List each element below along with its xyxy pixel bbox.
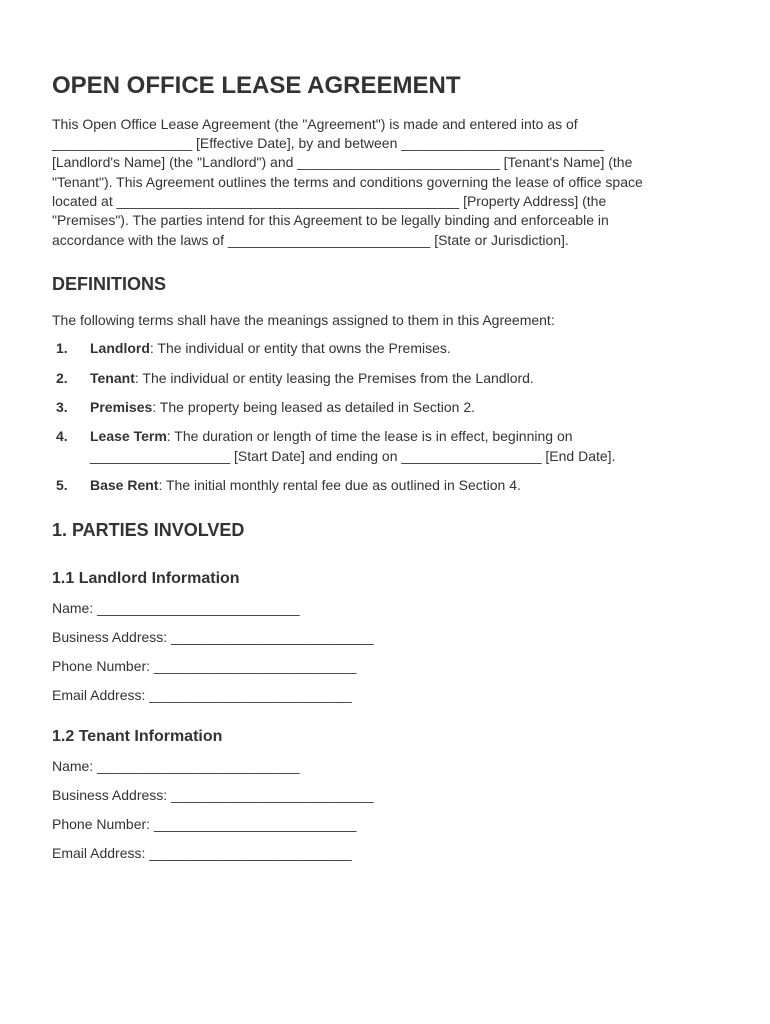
landlord-info-heading: 1.1 Landlord Information	[52, 569, 240, 587]
definition-item	[52, 398, 718, 417]
definition-number: 2.	[56, 369, 68, 386]
tenant-info-heading: 1.2 Tenant Information	[52, 728, 223, 746]
definition-text: : The individual or entity that owns the Premises.	[149, 340, 451, 357]
definition-text: : The duration or length of time the lease is in effect, beginning on	[166, 428, 573, 445]
definition-term: Tenant	[90, 369, 135, 386]
definition-number: 5.	[56, 476, 68, 493]
definition-item	[52, 339, 718, 358]
definition-item	[52, 369, 718, 388]
document-title: OPEN OFFICE LEASE AGREEMENT	[52, 72, 461, 99]
landlord-phone-field: Phone Number: __________________________	[52, 658, 357, 675]
parties-heading: 1. PARTIES INVOLVED	[52, 520, 245, 541]
landlord-address-field: Business Address: __________________________	[52, 629, 374, 646]
definition-term: Landlord	[90, 340, 150, 357]
intro-line: This Open Office Lease Agreement (the "Agreement") is made and entered into as of	[52, 115, 578, 132]
definition-term: Premises	[90, 399, 153, 416]
landlord-name-field: Name: __________________________	[52, 600, 300, 617]
tenant-email-field: Email Address: __________________________	[52, 845, 352, 862]
landlord-fields	[52, 599, 718, 705]
definition-number: 1.	[56, 340, 68, 357]
definition-text: : The individual or entity leasing the Premises from the Landlord.	[134, 369, 534, 386]
definitions-heading: DEFINITIONS	[52, 273, 167, 294]
definition-item	[52, 476, 718, 495]
tenant-name-field: Name: __________________________	[52, 758, 300, 775]
intro-line: [Landlord's Name] (the "Landlord") and __________________________ [Tenant's Name] (the	[52, 154, 633, 171]
definition-text: : The initial monthly rental fee due as outlined in Section 4.	[158, 476, 521, 493]
tenant-phone-field: Phone Number: __________________________	[52, 816, 357, 833]
definition-term: Base Rent	[90, 476, 159, 493]
definitions-list	[52, 339, 718, 495]
definitions-lead: The following terms shall have the meanings assigned to them in this Agreement:	[52, 312, 555, 329]
intro-line: __________________ [Effective Date], by and between __________________________	[52, 135, 604, 152]
definition-text: : The property being leased as detailed in Section 2.	[152, 399, 476, 416]
intro-line: "Tenant"). This Agreement outlines the terms and conditions governing the lease of office space	[52, 173, 643, 190]
definition-number: 3.	[56, 399, 68, 416]
landlord-email-field: Email Address: __________________________	[52, 687, 352, 704]
intro-line: located at ____________________________________________ [Property Address] (the	[52, 192, 607, 209]
intro-line: accordance with the laws of __________________________ [State or Jurisdiction].	[52, 231, 569, 248]
tenant-fields	[52, 757, 718, 863]
definition-term: Lease Term	[90, 428, 167, 445]
definition-item	[52, 427, 718, 466]
intro-paragraph	[52, 115, 718, 250]
definition-number: 4.	[56, 428, 68, 445]
tenant-address-field: Business Address: __________________________	[52, 787, 374, 804]
intro-line: "Premises"). The parties intend for this Agreement to be legally binding and enforceable in	[52, 212, 609, 229]
definition-text-continued: __________________ [Start Date] and ending on __________________ [End Date].	[90, 447, 616, 464]
